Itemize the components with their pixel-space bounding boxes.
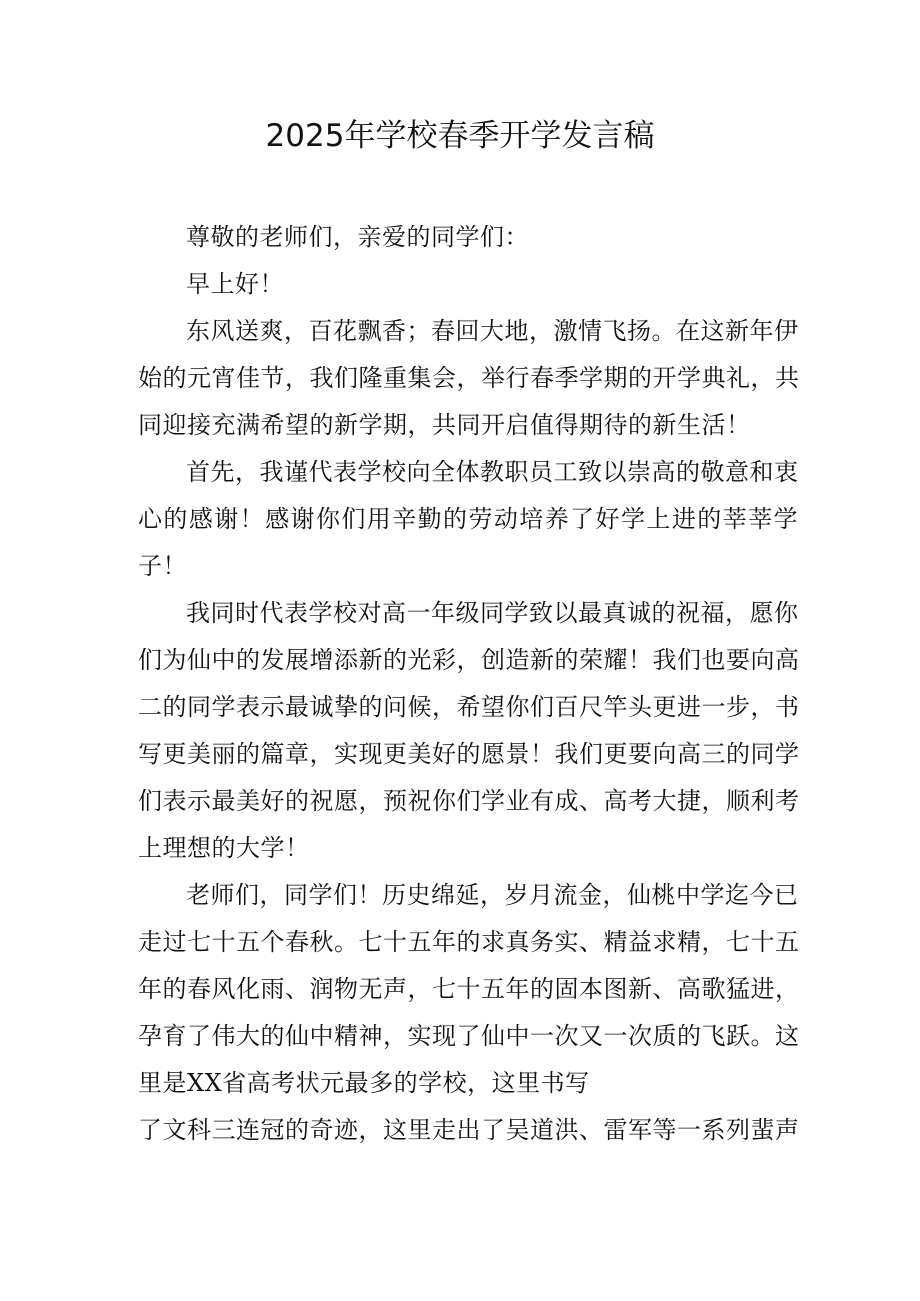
paragraph-line: 同迎接充满希望的新学期，共同开启值得期待的新生活！ [138, 411, 751, 439]
paragraph-line: 我同时代表学校对高一年级同学致以最真诚的祝福，愿你 [186, 599, 799, 627]
document-title: 2025年学校春季开学发言稿 [265, 118, 655, 154]
paragraph-line: 东风送爽，百花飘香；春回大地，激情飞扬。在这新年伊 [186, 317, 799, 345]
paragraph [138, 261, 798, 308]
paragraph-line: 心的感谢！感谢你们用辛勤的劳动培养了好学上进的莘莘学 [138, 505, 798, 533]
paragraph-line: 老师们，同学们！历史绵延，岁月流金，仙桃中学迄今已 [186, 881, 799, 909]
paragraph-line: 子！ [138, 552, 187, 580]
paragraph [138, 308, 798, 449]
paragraph-line: 二的同学表示最诚挚的问候，希望你们百尺竿头更进一步，书 [138, 693, 800, 721]
paragraph [138, 214, 798, 261]
paragraph-line: 走过七十五个春秋。七十五年的求真务实、精益求精，七十五 [138, 928, 800, 956]
paragraph [138, 1107, 798, 1154]
paragraph-line: 们表示最美好的祝愿，预祝你们学业有成、高考大捷，顺利考 [138, 787, 800, 815]
paragraph-line: 上理想的大学！ [138, 834, 310, 862]
paragraph-line: 们为仙中的发展增添新的光彩，创造新的荣耀！我们也要向高 [138, 646, 800, 674]
paragraph-line: 里是XX省高考状元最多的学校，这里书写 [138, 1069, 590, 1097]
paragraph-line: 年的春风化雨、润物无声，七十五年的固本图新、高歌猛进， [138, 975, 800, 1003]
paragraph-line: 首先，我谨代表学校向全体教职员工致以崇高的敬意和衷 [186, 458, 799, 486]
paragraph-line: 孕育了伟大的仙中精神，实现了仙中一次又一次质的飞跃。这 [138, 1022, 800, 1050]
paragraph-line: 早上好！ [186, 270, 284, 298]
paragraph [138, 449, 798, 590]
paragraph-line: 了文科三连冠的奇迹，这里走出了吴道洪、雷军等一系列蜚声 [138, 1116, 800, 1144]
paragraph-line: 尊敬的老师们，亲爱的同学们： [186, 223, 529, 251]
paragraph-line: 写更美丽的篇章，实现更美好的愿景！我们更要向高三的同学 [138, 740, 800, 768]
paragraph-line: 始的元宵佳节，我们隆重集会，举行春季学期的开学典礼，共 [138, 364, 800, 392]
paragraph [138, 872, 798, 1107]
document-body [138, 214, 798, 1154]
paragraph [138, 590, 798, 872]
